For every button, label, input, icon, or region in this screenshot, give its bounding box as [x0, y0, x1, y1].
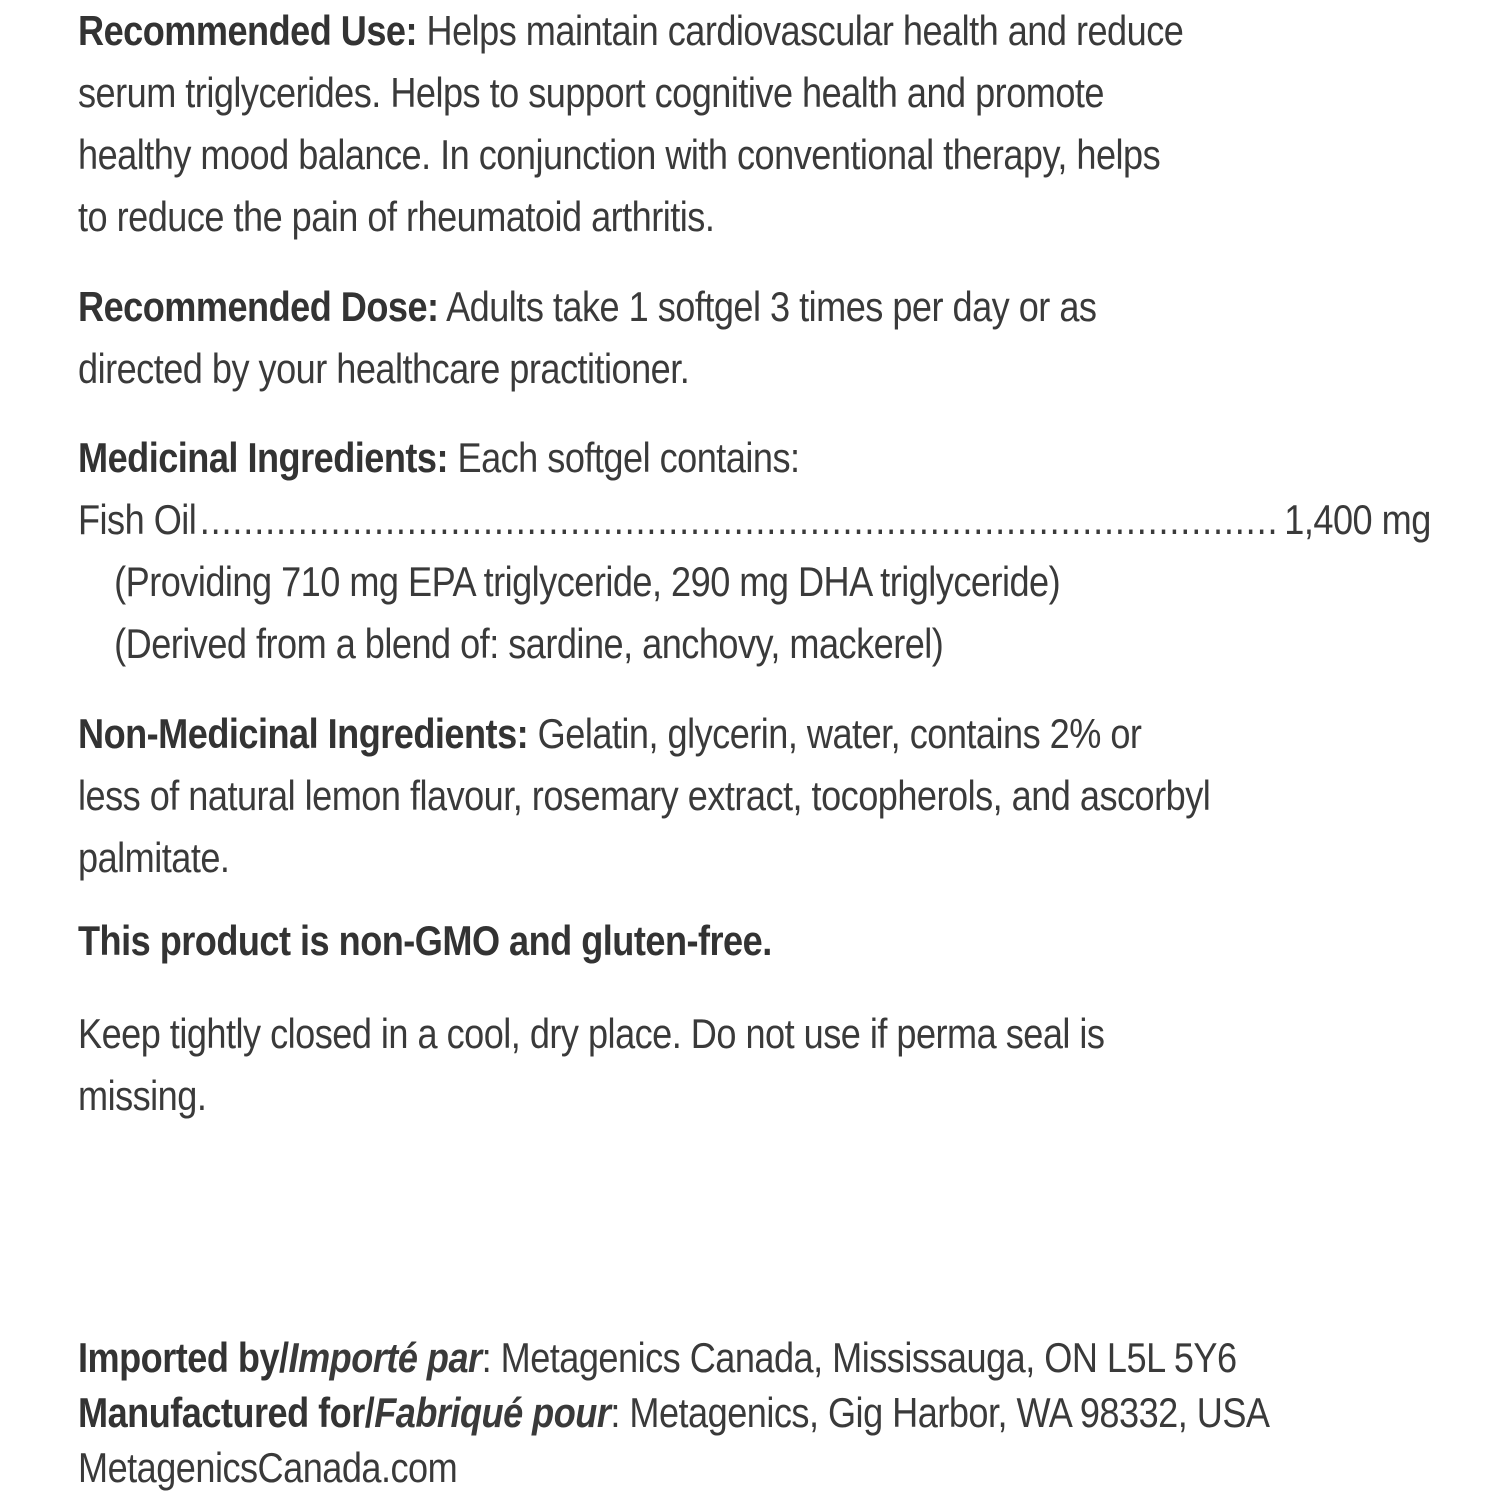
medicinal-ingredients-heading: Medicinal Ingredients: Each softgel contains: — [78, 434, 800, 481]
recommended-use-line-1: Recommended Use: Helps maintain cardiovascular health and reduce — [78, 7, 1184, 54]
imported-by-line — [78, 1330, 1420, 1385]
ingredient-amount: 1,400 mg — [1284, 496, 1431, 543]
medicinal-ingredients-label: Medicinal Ingredients: — [78, 434, 448, 481]
medicinal-ingredients-section — [78, 427, 1431, 675]
ingredient-note-source: (Derived from a blend of: sardine, anchovy, mackerel) — [114, 620, 944, 667]
manufactured-for-label: Manufactured for/ — [78, 1389, 375, 1436]
imported-by-value: : Metagenics Canada, Mississauga, ON L5L 5Y6 — [481, 1334, 1237, 1381]
recommended-dose-line-2: directed by your healthcare practitioner. — [78, 345, 690, 392]
footer-section — [78, 1330, 1420, 1495]
website-text: MetagenicsCanada.com — [78, 1444, 458, 1491]
manufactured-for-line — [78, 1385, 1420, 1440]
imported-by-label: Imported by/ — [78, 1334, 289, 1381]
recommended-use-line-4: to reduce the pain of rheumatoid arthritis. — [78, 193, 715, 240]
manufactured-for-value: : Metagenics, Gig Harbor, WA 98332, USA — [610, 1389, 1270, 1436]
manufactured-for-label-fr: Fabriqué pour — [374, 1389, 611, 1436]
recommended-dose-label: Recommended Dose: — [78, 283, 439, 330]
non-medicinal-line-1: Non-Medicinal Ingredients: Gelatin, glycerin, water, contains 2% or — [78, 710, 1142, 757]
non-medicinal-label: Non-Medicinal Ingredients: — [78, 710, 529, 757]
non-medicinal-ingredients-section — [78, 703, 1420, 889]
non-medicinal-line-2: less of natural lemon flavour, rosemary extract, tocopherols, and ascorbyl — [78, 772, 1211, 819]
gmo-statement: This product is non-GMO and gluten-free. — [78, 917, 772, 964]
recommended-use-section — [78, 0, 1420, 248]
ingredient-note-epa-dha: (Providing 710 mg EPA triglyceride, 290 mg DHA triglyceride) — [114, 558, 1061, 605]
gmo-statement-section — [78, 910, 1420, 972]
storage-section — [78, 1003, 1420, 1127]
storage-line-1: Keep tightly closed in a cool, dry place. Do not use if perma seal is — [78, 1010, 1105, 1057]
storage-line-2: missing. — [78, 1072, 207, 1119]
imported-by-label-fr: Importé par — [288, 1334, 482, 1381]
dot-leader — [200, 489, 1281, 551]
ingredient-name: Fish Oil — [78, 496, 197, 543]
recommended-use-line-3: healthy mood balance. In conjunction with conventional therapy, helps — [78, 131, 1161, 178]
recommended-dose-section — [78, 276, 1420, 400]
recommended-use-label: Recommended Use: — [78, 7, 418, 54]
recommended-dose-line-1: Recommended Dose: Adults take 1 softgel 3 times per day or as — [78, 283, 1097, 330]
non-medicinal-line-3: palmitate. — [78, 834, 230, 881]
ingredient-row-fish-oil — [78, 489, 1431, 551]
recommended-use-line-2: serum triglycerides. Helps to support cognitive health and promote — [78, 69, 1105, 116]
